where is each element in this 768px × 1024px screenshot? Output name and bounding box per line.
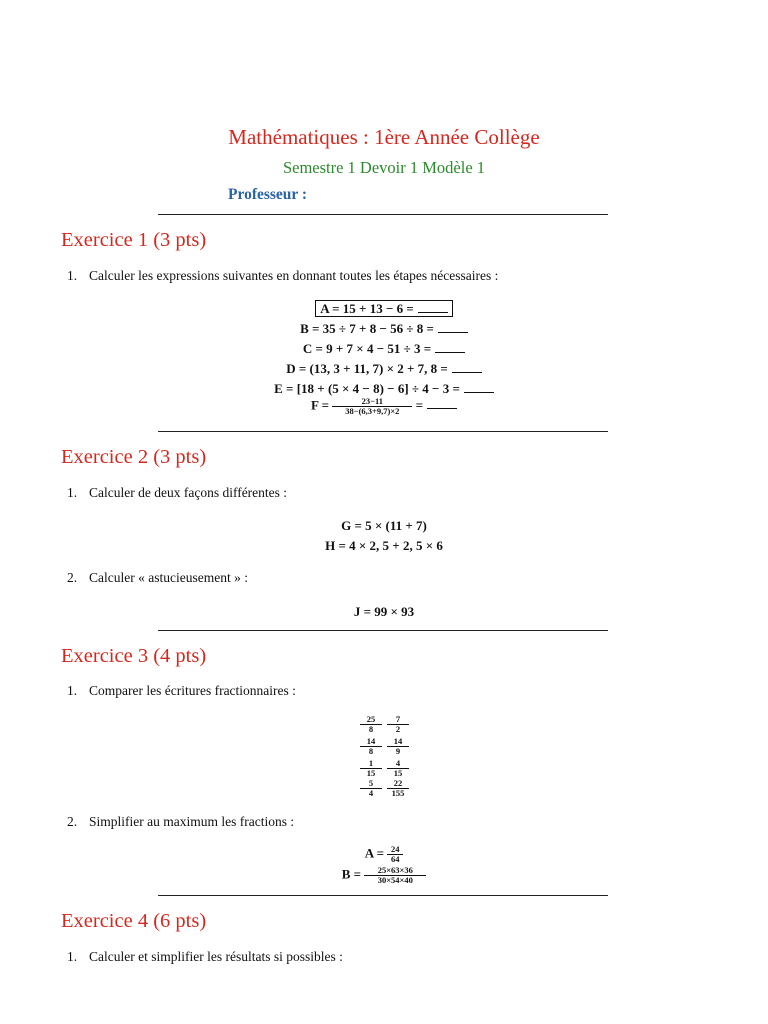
answer-blank: [435, 352, 465, 353]
fraction: [387, 715, 409, 734]
question-text: Simplifier au maximum les fractions :: [89, 814, 295, 829]
fraction-a: [0, 845, 768, 864]
answer-blank: [438, 332, 468, 333]
exercise-3-question-1: [67, 683, 296, 699]
fraction-a-label: A =: [364, 845, 385, 861]
question-text: Calculer de deux façons différentes :: [89, 485, 288, 500]
exercise-3-title: Exercice 3 (4 pts): [61, 645, 207, 667]
fraction: [360, 737, 382, 756]
numerator: 1: [360, 759, 382, 769]
question-text: Calculer « astucieusement » :: [89, 570, 248, 585]
expression-g: G = 5 × (11 + 7): [341, 518, 427, 533]
divider: [158, 214, 608, 215]
denominator: 2: [395, 724, 401, 734]
fraction-pair: [360, 715, 410, 735]
numerator: 24: [387, 845, 403, 855]
numerator: 4: [387, 759, 409, 769]
exercise-2-question-1: [67, 485, 287, 501]
question-text: Calculer et simplifier les résultats si possibles :: [89, 949, 343, 964]
answer-blank: [418, 312, 448, 313]
fraction: [360, 759, 382, 778]
fraction: [387, 845, 403, 864]
expression-j: J = 99 × 93: [353, 604, 415, 619]
expression-c: [0, 341, 768, 357]
question-number: 2.: [67, 814, 78, 829]
fraction: [387, 737, 409, 756]
question-number: 1.: [67, 949, 78, 964]
denominator: 15: [393, 768, 403, 778]
question-number: 1.: [67, 683, 78, 698]
question-text: Comparer les écritures fractionnaires :: [89, 683, 296, 698]
fraction-pair: [360, 779, 410, 799]
denominator: 30×54×40: [377, 875, 413, 885]
fraction: [332, 397, 412, 416]
fraction: [364, 866, 426, 885]
denominator: 155: [391, 788, 405, 798]
expression-d-text: D = (13, 3 + 11, 7) × 2 + 7, 8 =: [286, 361, 448, 376]
exercise-1-question-1: [67, 268, 498, 284]
denominator: 4: [368, 788, 374, 798]
document-title: Mathématiques : 1ère Année Collège: [228, 125, 540, 149]
exercise-1-title: Exercice 1 (3 pts): [61, 229, 207, 251]
expression-d: [0, 361, 768, 377]
exercise-2-question-2: [67, 570, 248, 586]
question-number: 1.: [67, 485, 78, 500]
denominator: 8: [368, 724, 374, 734]
exercise-4-question-1: [67, 949, 343, 965]
numerator: 7: [387, 715, 409, 725]
exercise-3-question-2: [67, 814, 294, 830]
denominator: 38−(6,3+9,7)×2: [345, 406, 400, 416]
numerator: 14: [387, 737, 409, 747]
numerator: 25: [360, 715, 382, 725]
expression-b: [0, 321, 768, 337]
numerator: 23−11: [332, 397, 412, 407]
numerator: 25×63×36: [364, 866, 426, 876]
expression-e-text: E = [18 + (5 × 4 − 8) − 6] ÷ 4 − 3 =: [274, 381, 460, 396]
numerator: 5: [360, 779, 382, 789]
divider: [158, 895, 608, 896]
expression-c-text: C = 9 + 7 × 4 − 51 ÷ 3 =: [302, 341, 432, 356]
boxed-expression: [315, 300, 453, 317]
divider: [158, 630, 608, 631]
answer-blank: [427, 408, 457, 409]
denominator: 8: [368, 746, 374, 756]
fraction: [387, 759, 409, 778]
question-text: Calculer les expressions suivantes en donnant toutes les étapes nécessaires :: [89, 268, 499, 283]
expression-a: [0, 300, 768, 317]
fraction-b: [0, 866, 768, 885]
answer-blank: [452, 372, 482, 373]
expression-e: [0, 381, 768, 397]
expression-b-text: B = 35 ÷ 7 + 8 − 56 ÷ 8 =: [300, 321, 434, 336]
equals-sign: =: [415, 397, 424, 413]
exercise-2-title: Exercice 2 (3 pts): [61, 446, 207, 468]
fraction-pair: [360, 759, 410, 779]
denominator: 15: [366, 768, 376, 778]
answer-blank: [464, 392, 494, 393]
fraction-pair: [360, 737, 410, 757]
numerator: 22: [387, 779, 409, 789]
expression-f: [0, 397, 768, 416]
fraction: [387, 779, 409, 798]
question-number: 2.: [67, 570, 78, 585]
professor-label: Professeur :: [228, 186, 308, 203]
denominator: 64: [391, 854, 400, 864]
question-number: 1.: [67, 268, 78, 283]
fraction-b-label: B =: [341, 866, 362, 882]
denominator: 9: [395, 746, 401, 756]
expression-a-text: A = 15 + 13 − 6 =: [320, 301, 414, 316]
divider: [158, 431, 608, 432]
fraction: [360, 779, 382, 798]
expression-f-label: F =: [310, 397, 330, 413]
exercise-4-title: Exercice 4 (6 pts): [61, 910, 207, 932]
numerator: 14: [360, 737, 382, 747]
document-subtitle: Semestre 1 Devoir 1 Modèle 1: [282, 158, 486, 177]
fraction: [360, 715, 382, 734]
expression-h: H = 4 × 2, 5 + 2, 5 × 6: [325, 538, 443, 553]
